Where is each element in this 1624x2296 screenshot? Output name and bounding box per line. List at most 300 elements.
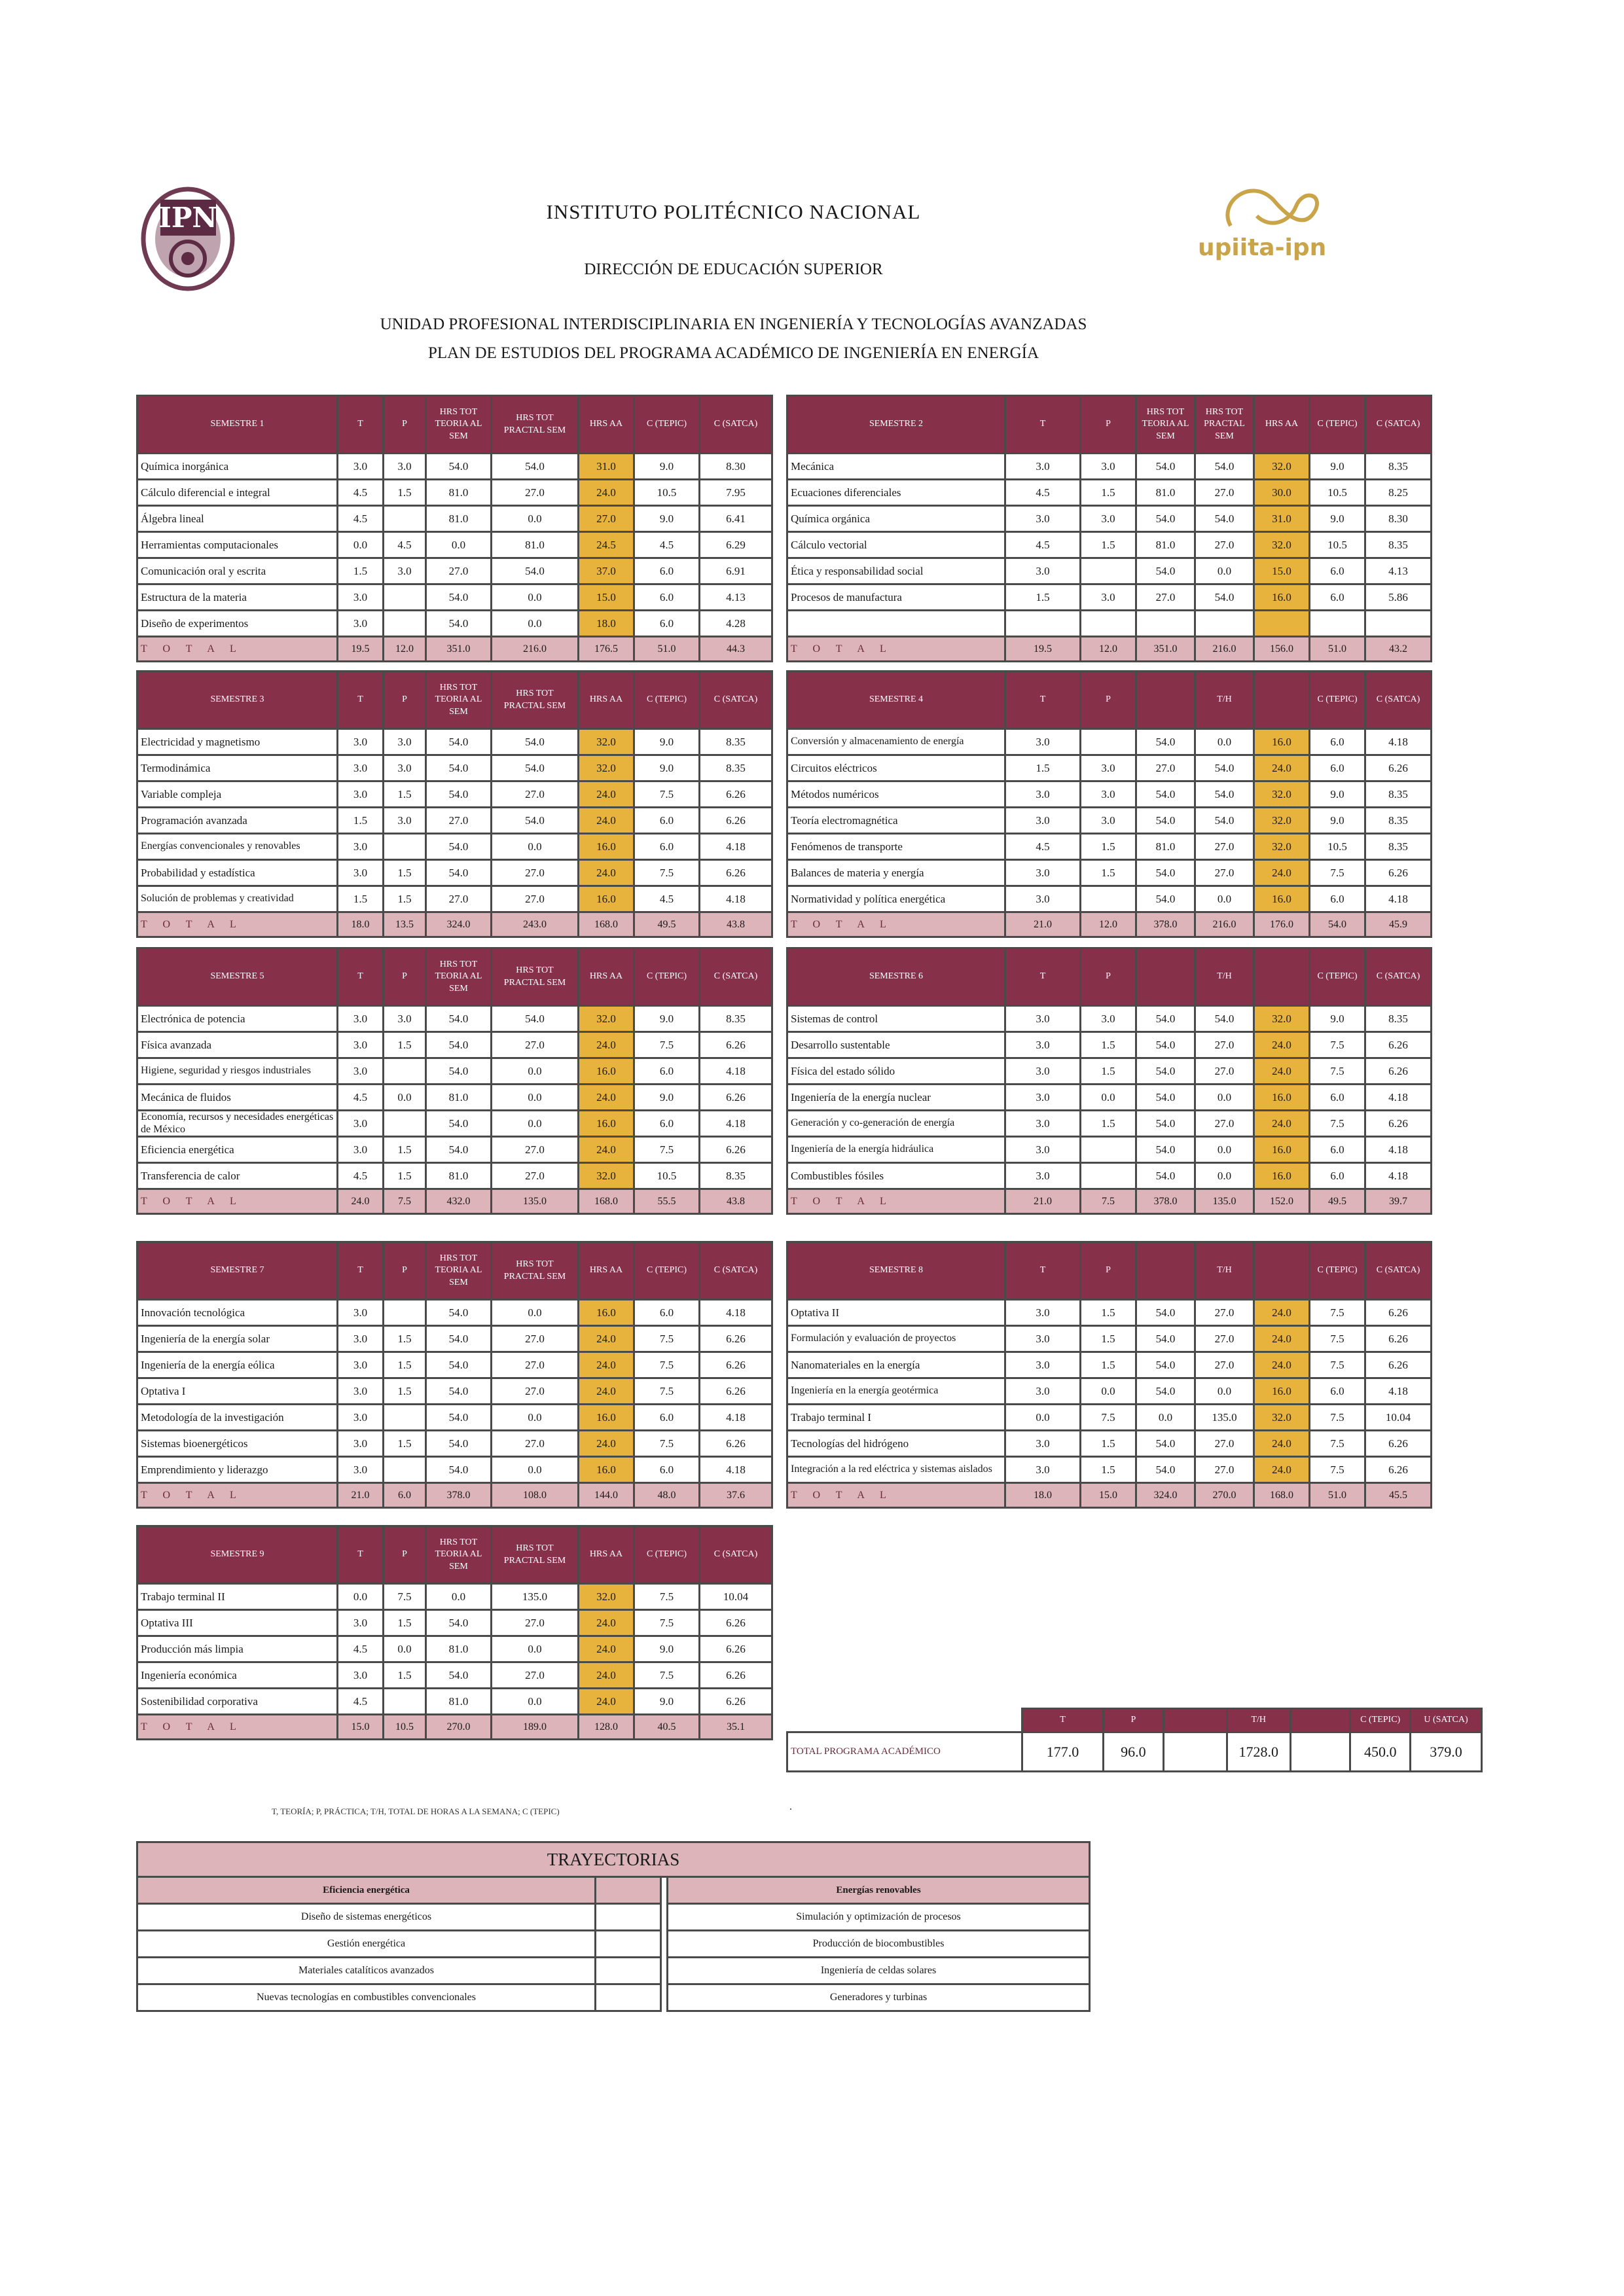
value-cell: 81.0 [1136, 480, 1195, 506]
subject-name: Innovación tecnológica [137, 1300, 338, 1326]
table-row [787, 480, 1432, 506]
value-cell: 6.0 [634, 1300, 700, 1326]
value-cell: 10.04 [1365, 1405, 1432, 1431]
value-cell: 10.5 [634, 1163, 700, 1189]
total-value: 324.0 [426, 912, 492, 937]
value-cell: 3.0 [1005, 1058, 1081, 1085]
total-value: 12.0 [384, 637, 426, 662]
value-cell: 9.0 [1310, 454, 1365, 480]
subject-name: Ingeniería económica [137, 1662, 338, 1689]
table-row [137, 729, 772, 755]
value-cell: 6.0 [634, 611, 700, 637]
value-cell: 27.0 [492, 1137, 579, 1163]
value-cell: 10.5 [1310, 834, 1365, 860]
value-cell: 135.0 [492, 1584, 579, 1610]
table-row [137, 1689, 772, 1715]
value-cell: 6.26 [1365, 1431, 1432, 1457]
total-value: 128.0 [579, 1715, 634, 1740]
value-cell: 54.0 [492, 755, 579, 781]
total-value: 7.5 [384, 1189, 426, 1214]
column-header: HRS TOT TEORIA AL SEM [426, 1526, 492, 1584]
total-value: 351.0 [1136, 637, 1195, 662]
value-cell: 3.0 [1081, 781, 1136, 808]
value-cell: 7.5 [1310, 1111, 1365, 1137]
value-cell: 7.5 [1310, 860, 1365, 886]
column-header: C (SATCA) [700, 396, 772, 454]
column-header: HRS TOT TEORIA AL SEM [426, 672, 492, 729]
table-row [137, 1662, 772, 1689]
subject-name: Optativa III [137, 1610, 338, 1636]
hrs-aa-cell: 16.0 [1254, 1163, 1310, 1189]
semester-7-table [136, 1241, 773, 1509]
value-cell: 27.0 [1195, 532, 1254, 558]
value-cell: 6.0 [1310, 1378, 1365, 1405]
value-cell [384, 1111, 426, 1137]
value-cell [384, 1300, 426, 1326]
column-header: P [1081, 672, 1136, 729]
value-cell: 54.0 [426, 1326, 492, 1352]
table-row [787, 1300, 1432, 1326]
table-row [137, 755, 772, 781]
value-cell: 54.0 [426, 454, 492, 480]
value-cell: 6.0 [1310, 558, 1365, 584]
value-cell: 0.0 [1195, 1163, 1254, 1189]
hrs-aa-cell: 24.0 [579, 1085, 634, 1111]
table-row [787, 860, 1432, 886]
subject-name: Estructura de la materia [137, 584, 338, 611]
column-header: HRS AA [1254, 396, 1310, 454]
table-row [787, 1006, 1432, 1032]
total-value: 144.0 [579, 1483, 634, 1508]
value-cell: 0.0 [1005, 1405, 1081, 1431]
subject-name: Variable compleja [137, 781, 338, 808]
value-cell: 4.5 [338, 1636, 384, 1662]
value-cell: 8.35 [1365, 781, 1432, 808]
table-row [137, 1163, 772, 1189]
table-row [787, 454, 1432, 480]
subject-name: Sostenibilidad corporativa [137, 1689, 338, 1715]
table-row [787, 506, 1432, 532]
program-total-table [786, 1708, 1483, 1772]
value-cell: 54.0 [426, 1662, 492, 1689]
value-cell: 27.0 [1195, 480, 1254, 506]
table-row [137, 1378, 772, 1405]
subject-name: Emprendimiento y liderazgo [137, 1457, 338, 1483]
hrs-aa-cell: 16.0 [579, 1405, 634, 1431]
total-value: 24.0 [338, 1189, 384, 1214]
value-cell: 4.18 [1365, 1163, 1432, 1189]
semester-5-table [136, 947, 773, 1215]
value-cell: 81.0 [1136, 834, 1195, 860]
value-cell: 0.0 [384, 1636, 426, 1662]
column-header: HRS AA [579, 396, 634, 454]
hrs-aa-cell: 32.0 [1254, 834, 1310, 860]
value-cell: 7.95 [700, 480, 772, 506]
value-cell: 3.0 [1005, 1378, 1081, 1405]
value-cell: 3.0 [384, 558, 426, 584]
semester-title: SEMESTRE 7 [137, 1242, 338, 1300]
column-header: T [338, 1526, 384, 1584]
subject-name: Balances de materia y energía [787, 860, 1005, 886]
value-cell: 7.5 [634, 1662, 700, 1689]
subject-name: Mecánica [787, 454, 1005, 480]
value-cell: 6.0 [634, 1457, 700, 1483]
table-row [787, 611, 1432, 637]
total-label: T O T A L [787, 637, 1005, 662]
total-value: 152.0 [1254, 1189, 1310, 1214]
subject-name: Física avanzada [137, 1032, 338, 1058]
value-cell: 6.0 [1310, 729, 1365, 755]
total-row [137, 912, 772, 937]
value-cell: 9.0 [1310, 1006, 1365, 1032]
column-header: HRS TOT PRACTAL SEM [492, 396, 579, 454]
column-header: T [338, 396, 384, 454]
hrs-aa-cell: 32.0 [1254, 808, 1310, 834]
total-value: 168.0 [1254, 1483, 1310, 1508]
column-header [1136, 1242, 1195, 1300]
value-cell: 1.5 [338, 558, 384, 584]
value-cell: 27.0 [492, 860, 579, 886]
value-cell: 3.0 [384, 729, 426, 755]
subject-name: Electrónica de potencia [137, 1006, 338, 1032]
total-value: 19.5 [1005, 637, 1081, 662]
value-cell: 3.0 [1005, 1457, 1081, 1483]
subject-name: Química inorgánica [137, 454, 338, 480]
value-cell: 54.0 [426, 1111, 492, 1137]
value-cell: 3.0 [1005, 1085, 1081, 1111]
value-cell: 27.0 [492, 1431, 579, 1457]
total-value: 13.5 [384, 912, 426, 937]
value-cell: 1.5 [384, 781, 426, 808]
hrs-aa-cell: 32.0 [1254, 454, 1310, 480]
value-cell: 54.0 [1136, 1163, 1195, 1189]
table-row [787, 1326, 1432, 1352]
subject-name: Procesos de manufactura [787, 584, 1005, 611]
hrs-aa-cell [1254, 611, 1310, 637]
value-cell: 0.0 [492, 1689, 579, 1715]
column-header: C (SATCA) [700, 1526, 772, 1584]
subject-name: Eficiencia energética [137, 1137, 338, 1163]
subject-name: Economía, recursos y necesidades energéticas de México [137, 1111, 338, 1137]
subject-name: Ecuaciones diferenciales [787, 480, 1005, 506]
value-cell: 6.0 [634, 834, 700, 860]
total-value: 49.5 [634, 912, 700, 937]
value-cell: 0.0 [1081, 1378, 1136, 1405]
total-label: T O T A L [137, 1189, 338, 1214]
value-cell: 0.0 [1195, 886, 1254, 912]
hrs-aa-cell: 24.5 [579, 532, 634, 558]
track-right-title: Energías renovables [668, 1877, 1090, 1904]
total-row [787, 637, 1432, 662]
subject-name: Electricidad y magnetismo [137, 729, 338, 755]
table-row [137, 1584, 772, 1610]
value-cell [384, 1058, 426, 1085]
value-cell: 1.5 [1081, 532, 1136, 558]
subject-name: Integración a la red eléctrica y sistemas aislados [787, 1457, 1005, 1483]
value-cell: 7.5 [1310, 1032, 1365, 1058]
total-value: 10.5 [384, 1715, 426, 1740]
value-cell: 0.0 [492, 1405, 579, 1431]
semester-title: SEMESTRE 2 [787, 396, 1005, 454]
value-cell: 6.0 [1310, 886, 1365, 912]
table-row [787, 1085, 1432, 1111]
value-cell: 3.0 [1005, 860, 1081, 886]
total-value: 15.0 [338, 1715, 384, 1740]
table-row [787, 781, 1432, 808]
semester-title: SEMESTRE 1 [137, 396, 338, 454]
value-cell: 3.0 [338, 860, 384, 886]
hrs-aa-cell: 24.0 [1254, 755, 1310, 781]
column-header: C (SATCA) [700, 672, 772, 729]
value-cell: 27.0 [492, 1610, 579, 1636]
hrs-aa-cell: 32.0 [1254, 781, 1310, 808]
value-cell: 3.0 [1081, 584, 1136, 611]
table-row [787, 1378, 1432, 1405]
subject-name: Ingeniería de la energía eólica [137, 1352, 338, 1378]
column-header: P [384, 1242, 426, 1300]
hrs-aa-cell: 32.0 [579, 1584, 634, 1610]
column-header: P [384, 672, 426, 729]
hrs-aa-cell: 16.0 [1254, 886, 1310, 912]
column-header: C (SATCA) [1365, 396, 1432, 454]
column-header: HRS TOT PRACTAL SEM [492, 1242, 579, 1300]
hrs-aa-cell: 16.0 [1254, 1085, 1310, 1111]
prog-total-th: 1728.0 [1227, 1732, 1290, 1772]
hrs-aa-cell: 27.0 [579, 506, 634, 532]
value-cell [384, 584, 426, 611]
value-cell: 1.5 [338, 808, 384, 834]
column-header: T [1005, 396, 1081, 454]
table-row [787, 1405, 1432, 1431]
total-row [137, 1715, 772, 1740]
prog-head-t: T [1022, 1709, 1104, 1732]
value-cell: 7.5 [384, 1584, 426, 1610]
value-cell: 8.35 [1365, 454, 1432, 480]
value-cell: 3.0 [1005, 1032, 1081, 1058]
value-cell: 27.0 [492, 886, 579, 912]
table-row [137, 558, 772, 584]
value-cell: 54.0 [1136, 1032, 1195, 1058]
value-cell: 54.0 [1136, 1431, 1195, 1457]
hrs-aa-cell: 32.0 [1254, 1405, 1310, 1431]
value-cell: 3.0 [338, 1326, 384, 1352]
column-header: P [1081, 948, 1136, 1006]
value-cell: 4.18 [1365, 1137, 1432, 1163]
value-cell: 0.0 [1195, 1085, 1254, 1111]
value-cell: 27.0 [426, 886, 492, 912]
table-row [137, 532, 772, 558]
table-row [137, 1610, 772, 1636]
value-cell: 3.0 [338, 1032, 384, 1058]
subject-name: Generación y co-generación de energía [787, 1111, 1005, 1137]
subject-name: Optativa II [787, 1300, 1005, 1326]
value-cell: 3.0 [1005, 506, 1081, 532]
total-value: 18.0 [338, 912, 384, 937]
value-cell: 54.0 [1136, 1352, 1195, 1378]
hrs-aa-cell: 30.0 [1254, 480, 1310, 506]
hrs-aa-cell: 24.0 [579, 781, 634, 808]
subject-name: Trabajo terminal II [137, 1584, 338, 1610]
value-cell: 3.0 [384, 808, 426, 834]
value-cell: 54.0 [1136, 808, 1195, 834]
trayectorias-table [136, 1841, 1091, 2012]
column-header: P [1081, 1242, 1136, 1300]
hrs-aa-cell: 16.0 [1254, 584, 1310, 611]
svg-text:upiita-ipn: upiita-ipn [1198, 234, 1327, 261]
value-cell: 3.0 [384, 755, 426, 781]
value-cell: 54.0 [1136, 860, 1195, 886]
total-value: 21.0 [1005, 912, 1081, 937]
column-header: HRS TOT PRACTAL SEM [492, 672, 579, 729]
table-row [787, 1058, 1432, 1085]
value-cell: 1.5 [1081, 1300, 1136, 1326]
subject-name: Combustibles fósiles [787, 1163, 1005, 1189]
table-row [137, 584, 772, 611]
table-row [137, 1111, 772, 1137]
subject-name: Transferencia de calor [137, 1163, 338, 1189]
value-cell: 27.0 [1195, 1111, 1254, 1137]
value-cell: 54.0 [426, 1431, 492, 1457]
value-cell: 10.5 [1310, 480, 1365, 506]
track-right-item: Producción de biocombustibles [668, 1931, 1090, 1958]
value-cell: 6.41 [700, 506, 772, 532]
value-cell: 1.5 [384, 1610, 426, 1636]
table-row [787, 1137, 1432, 1163]
total-value: 432.0 [426, 1189, 492, 1214]
svg-text:IPN: IPN [158, 202, 217, 234]
value-cell: 54.0 [426, 781, 492, 808]
total-row [787, 1483, 1432, 1508]
value-cell: 3.0 [338, 1378, 384, 1405]
value-cell [1081, 1163, 1136, 1189]
hrs-aa-cell: 16.0 [579, 1457, 634, 1483]
value-cell: 0.0 [492, 1111, 579, 1137]
hrs-aa-cell: 24.0 [1254, 1431, 1310, 1457]
table-row [787, 886, 1432, 912]
hrs-aa-cell: 24.0 [579, 1137, 634, 1163]
value-cell: 4.5 [1005, 532, 1081, 558]
value-cell: 27.0 [1195, 1326, 1254, 1352]
value-cell: 4.18 [1365, 1085, 1432, 1111]
value-cell: 1.5 [1081, 1352, 1136, 1378]
value-cell: 1.5 [384, 480, 426, 506]
total-value: 270.0 [426, 1715, 492, 1740]
institution-title: INSTITUTO POLITÉCNICO NACIONAL [546, 200, 921, 223]
value-cell: 6.26 [1365, 1457, 1432, 1483]
hrs-aa-cell: 16.0 [579, 886, 634, 912]
value-cell: 4.5 [634, 886, 700, 912]
value-cell: 27.0 [1195, 1352, 1254, 1378]
value-cell: 9.0 [634, 1085, 700, 1111]
value-cell: 3.0 [384, 454, 426, 480]
table-row [137, 480, 772, 506]
value-cell: 27.0 [1195, 834, 1254, 860]
subject-name: Programación avanzada [137, 808, 338, 834]
value-cell: 7.5 [1310, 1058, 1365, 1085]
value-cell: 4.5 [338, 1085, 384, 1111]
column-header: C (SATCA) [1365, 672, 1432, 729]
column-header [1136, 672, 1195, 729]
value-cell: 27.0 [1195, 1058, 1254, 1085]
value-cell: 10.5 [1310, 532, 1365, 558]
value-cell: 27.0 [492, 480, 579, 506]
value-cell: 7.5 [634, 860, 700, 886]
value-cell: 3.0 [384, 1006, 426, 1032]
value-cell: 8.35 [700, 1163, 772, 1189]
table-row [787, 532, 1432, 558]
table-row [137, 1085, 772, 1111]
column-header: HRS TOT TEORIA AL SEM [426, 948, 492, 1006]
semester-title: SEMESTRE 6 [787, 948, 1005, 1006]
value-cell: 0.0 [1195, 1378, 1254, 1405]
semester-2-table [786, 395, 1432, 662]
total-value: 43.8 [700, 1189, 772, 1214]
total-label: T O T A L [137, 1483, 338, 1508]
total-value: 6.0 [384, 1483, 426, 1508]
total-value: 176.5 [579, 637, 634, 662]
semester-9-table [136, 1525, 773, 1740]
subject-name: Nanomateriales en la energía [787, 1352, 1005, 1378]
prog-head-p: P [1104, 1709, 1164, 1732]
value-cell: 54.0 [492, 1006, 579, 1032]
value-cell: 54.0 [492, 454, 579, 480]
value-cell: 6.0 [634, 584, 700, 611]
subject-name: Trabajo terminal I [787, 1405, 1005, 1431]
column-header: T/H [1195, 948, 1254, 1006]
total-row [787, 1189, 1432, 1214]
table-row [137, 506, 772, 532]
track-left-item: Gestión energética [137, 1931, 596, 1958]
column-header [1136, 948, 1195, 1006]
subject-name: Formulación y evaluación de proyectos [787, 1326, 1005, 1352]
value-cell: 6.26 [1365, 1352, 1432, 1378]
total-value: 39.7 [1365, 1189, 1432, 1214]
subject-name: Higiene, seguridad y riesgos industriales [137, 1058, 338, 1085]
value-cell: 54.0 [426, 755, 492, 781]
total-value: 37.6 [700, 1483, 772, 1508]
value-cell: 3.0 [338, 755, 384, 781]
value-cell: 4.5 [1005, 480, 1081, 506]
value-cell: 6.91 [700, 558, 772, 584]
hrs-aa-cell: 16.0 [579, 1300, 634, 1326]
value-cell [1005, 611, 1081, 637]
total-value: 51.0 [634, 637, 700, 662]
subject-name: Diseño de experimentos [137, 611, 338, 637]
value-cell: 0.0 [492, 1085, 579, 1111]
value-cell: 7.5 [634, 1431, 700, 1457]
table-row [137, 1006, 772, 1032]
column-header: P [384, 396, 426, 454]
value-cell: 8.35 [700, 729, 772, 755]
semester-title: SEMESTRE 8 [787, 1242, 1005, 1300]
total-row [137, 637, 772, 662]
total-value: 7.5 [1081, 1189, 1136, 1214]
total-value: 54.0 [1310, 912, 1365, 937]
value-cell [384, 611, 426, 637]
value-cell: 7.5 [1310, 1405, 1365, 1431]
subject-name: Herramientas computacionales [137, 532, 338, 558]
plan-title: PLAN DE ESTUDIOS DEL PROGRAMA ACADÉMICO DE INGENIERÍA EN ENERGÍA [427, 344, 1039, 362]
prog-total-label: TOTAL PROGRAMA ACADÉMICO [787, 1732, 1022, 1772]
table-row [787, 584, 1432, 611]
column-header: HRS AA [579, 672, 634, 729]
track-right-item: Simulación y optimización de procesos [668, 1904, 1090, 1931]
value-cell: 54.0 [1136, 454, 1195, 480]
prog-head-satca: U (SATCA) [1411, 1709, 1482, 1732]
value-cell: 54.0 [426, 1006, 492, 1032]
column-header: P [384, 1526, 426, 1584]
hrs-aa-cell: 15.0 [579, 584, 634, 611]
